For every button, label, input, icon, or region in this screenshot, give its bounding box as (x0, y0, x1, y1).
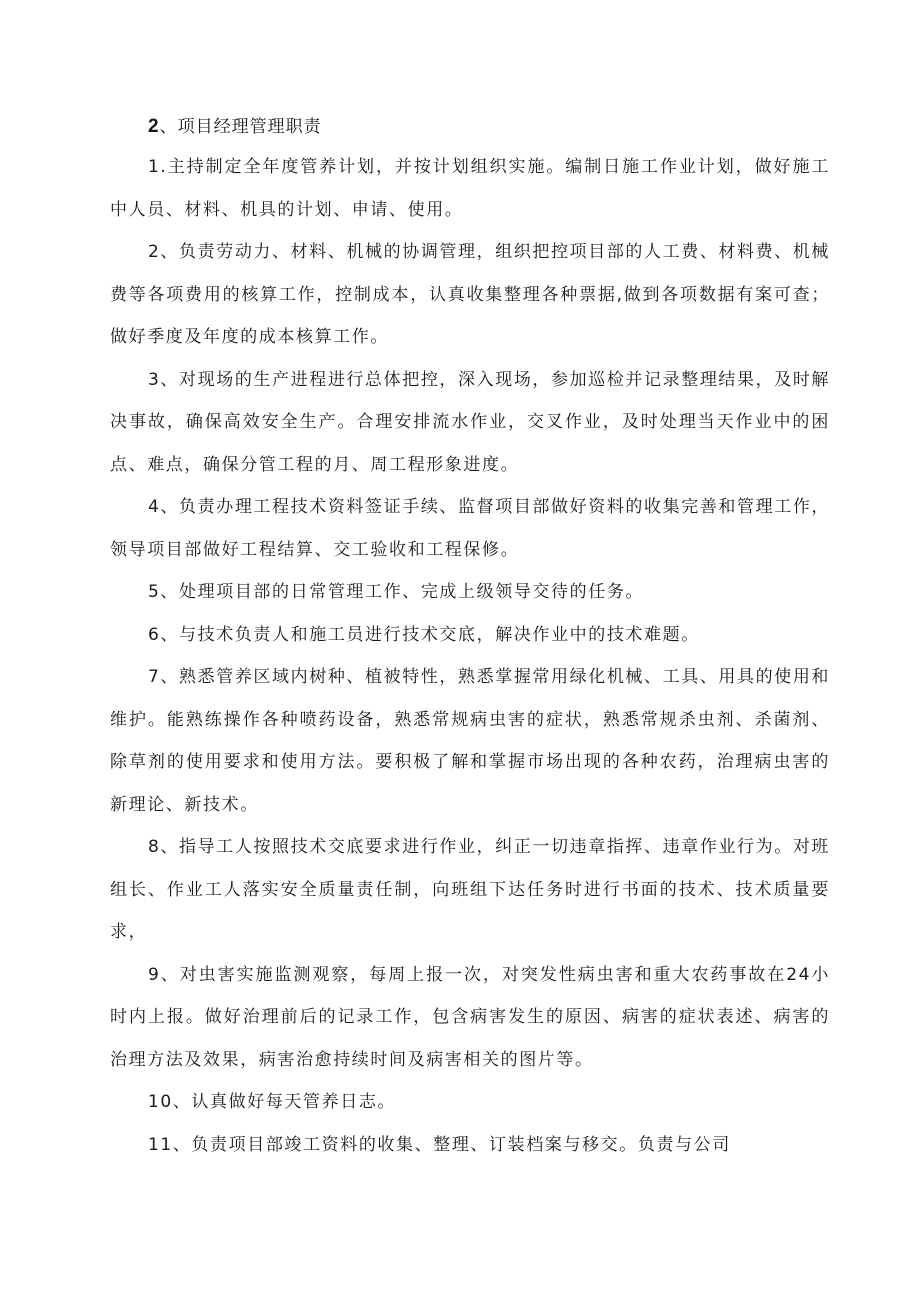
duty-item-7: 7、熟悉管养区域内树种、植被特性，熟悉掌握常用绿化机械、工具、用具的使用和维护。能熟练操作各种喷药设备，熟悉常规病虫害的症状，熟悉常规杀虫剂、杀菌剂、除草剂的使用要求和使用方法。要积极了解和掌握市场出现的各种农药，治理病虫害的新理论、新技术。 (110, 667, 831, 815)
duty-item-9: 9、对虫害实施监测观察，每周上报一次，对突发性病虫害和重大农药事故在24小时内上报。做好治理前后的记录工作，包含病害发生的原因、病害的症状表述、病害的治理方法及效果，病害治愈持续时间及病害相关的图片等。 (110, 964, 830, 1070)
section-heading (148, 110, 830, 144)
duty-item-10: 10、认真做好每天管养日志。 (148, 1092, 397, 1112)
duty-item-3: 3、对现场的生产进程进行总体把控，深入现场，参加巡检并记录整理结果，及时解决事故，确保高效安全生产。合理安排流水作业，交叉作业，及时处理当天作业中的困点、难点，确保分管工程的月、周工程形象进度。 (110, 369, 831, 475)
document-body (110, 110, 830, 1166)
duty-item-8: 8、指导工人按照技术交底要求进行作业，纠正一切违章指挥、违章作业行为。对班组长、作业工人落实安全质量责任制，向班组下达任务时进行书面的技术、技术质量要求， (110, 837, 831, 942)
duty-item-1: 1.主持制定全年度管养计划，并按计划组织实施。编制日施工作业计划，做好施工中人员、材料、机具的计划、申请、使用。 (110, 157, 830, 220)
duty-item-6: 6、与技术负责人和施工员进行技术交底，解决作业中的技术难题。 (148, 624, 700, 645)
section-number: 2 (148, 116, 160, 137)
duty-item-5: 5、处理项目部的日常管理工作、完成上级领导交待的任务。 (148, 582, 645, 602)
section-title: 、项目经理管理职责 (159, 117, 322, 137)
duty-item-4: 4、负责办理工程技术资料签证手续、监督项目部做好资料的收集完善和管理工作，领导项目部做好工程结算、交工验收和工程保修。 (110, 497, 831, 560)
duty-item-11: 11、负责项目部竣工资料的收集、整理、订装档案与移交。负责与公司 (148, 1134, 731, 1155)
duty-item-2: 2、负责劳动力、材料、机械的协调管理，组织把控项目部的人工费、材料费、机械费等各项费用的核算工作，控制成本，认真收集整理各种票据,做到各项数据有案可查；做好季度及年度的成本核算工作。 (110, 242, 831, 347)
